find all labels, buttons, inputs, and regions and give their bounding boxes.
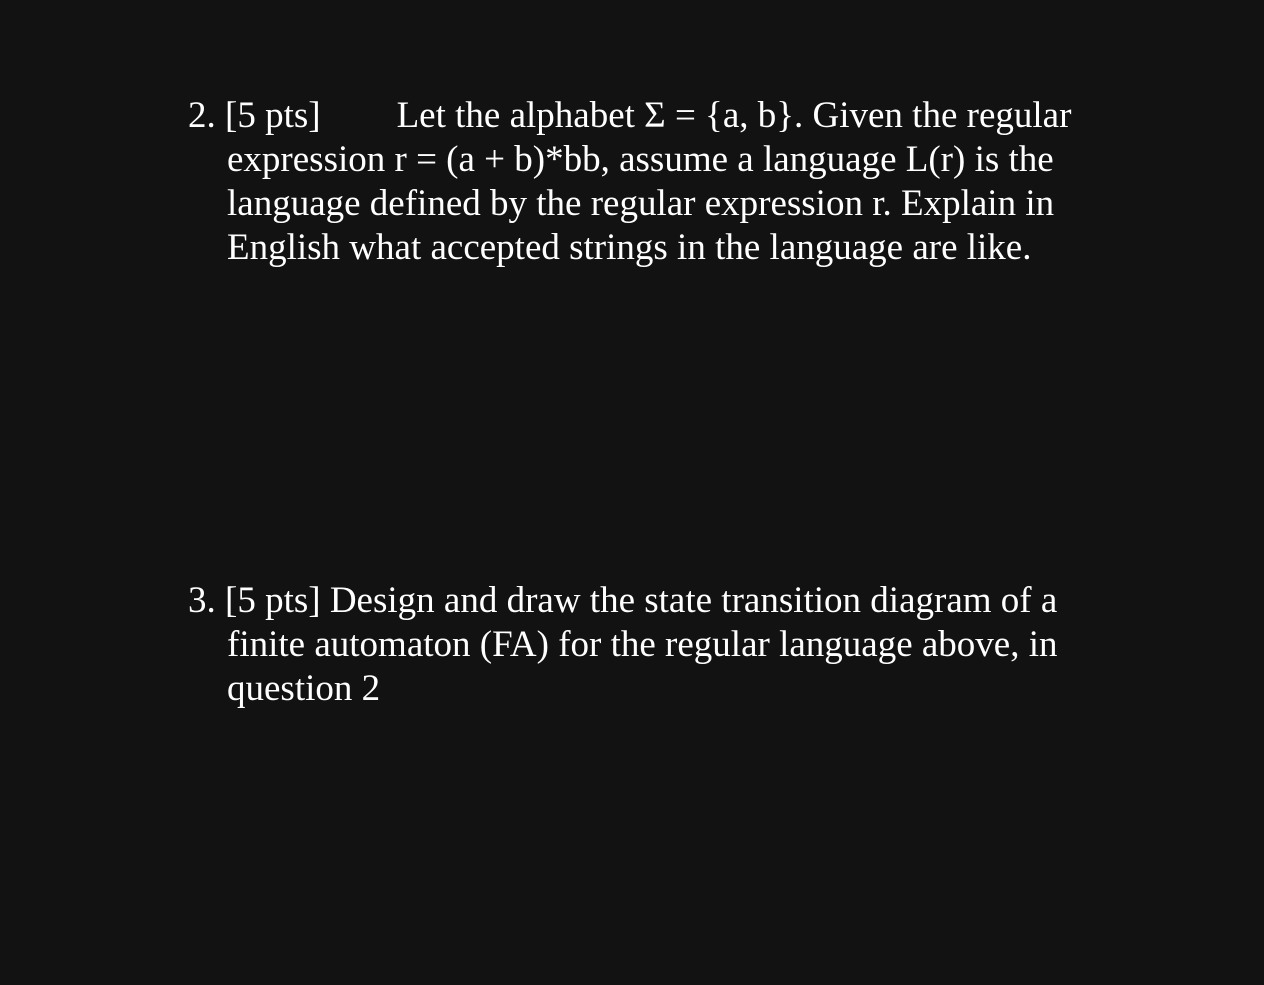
question-3-line-1 (188, 579, 1128, 623)
question-2-text-line-2: expression r = (a + b)*bb, assume a language L(r) is the (227, 139, 1054, 180)
question-2-line-1 (188, 94, 1128, 138)
question-2-text-line-3: language defined by the regular expression r. Explain in (227, 183, 1055, 224)
question-3-number: 3. (188, 580, 216, 621)
question-2-points: [5 pts] (225, 95, 321, 136)
question-3 (188, 579, 1128, 711)
question-2-text-line-1: Let the alphabet Σ = {a, b}. Given the regular (396, 95, 1072, 136)
question-3-points: [5 pts] (225, 580, 321, 621)
question-3-text-line-2: finite automaton (FA) for the regular language above, in (227, 624, 1058, 665)
question-2-text-line-4: English what accepted strings in the language are like. (227, 227, 1032, 268)
question-2-number: 2. (188, 95, 216, 136)
question-3-text-line-1: Design and draw the state transition diagram of a (329, 580, 1058, 621)
question-3-text-line-3: question 2 (227, 668, 381, 709)
question-2 (188, 94, 1128, 270)
